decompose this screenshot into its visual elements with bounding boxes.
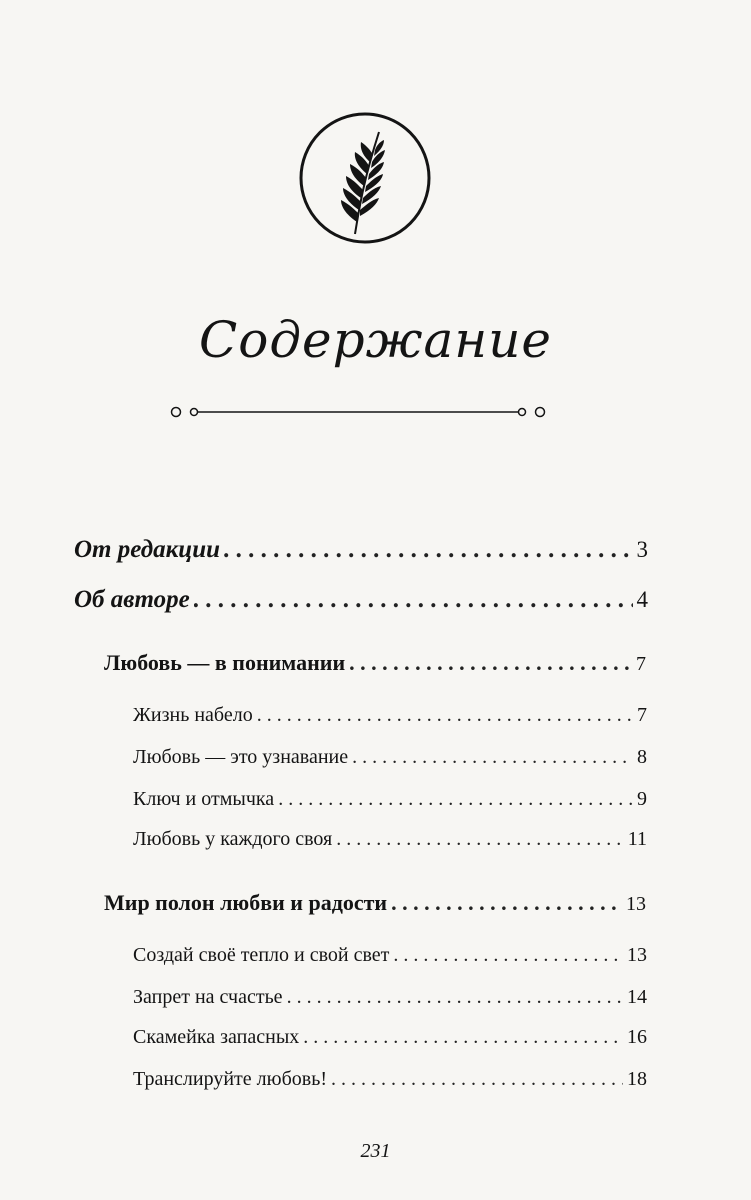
toc-entry bbox=[133, 828, 647, 851]
toc-entry bbox=[74, 536, 648, 564]
toc-entry-label: Жизнь набело bbox=[133, 704, 253, 726]
dot-leader bbox=[349, 650, 632, 676]
page-title: Содержание bbox=[198, 311, 553, 369]
page-number: 231 bbox=[360, 1140, 391, 1162]
toc-entry-label: Создай своё тепло и свой свет bbox=[133, 944, 390, 966]
toc-entry-label: Любовь у каждого своя bbox=[133, 828, 333, 850]
dot-leader bbox=[391, 890, 622, 916]
dot-leader bbox=[278, 788, 633, 811]
toc-entry-page: 8 bbox=[637, 746, 647, 768]
dot-leader bbox=[331, 1068, 623, 1091]
toc-entry bbox=[133, 704, 647, 727]
toc-entry-page: 11 bbox=[627, 828, 647, 850]
toc-entry-label: Ключ и отмычка bbox=[133, 788, 275, 810]
toc-entry bbox=[133, 746, 647, 769]
toc-entry-page: 13 bbox=[626, 893, 646, 915]
dot-leader bbox=[303, 1026, 623, 1049]
toc-entry bbox=[74, 586, 648, 614]
dot-leader bbox=[224, 536, 632, 564]
dot-leader bbox=[393, 944, 623, 967]
toc-entry-label: Об авторе bbox=[74, 586, 190, 613]
toc-entry-page: 18 bbox=[627, 1068, 647, 1090]
toc-entry-label: Любовь — это узнавание bbox=[133, 746, 349, 768]
toc-entry-page: 4 bbox=[636, 587, 648, 612]
toc-entry-page: 3 bbox=[636, 537, 648, 562]
dot-leader bbox=[352, 746, 633, 769]
toc-entry bbox=[133, 788, 647, 811]
toc-entry bbox=[104, 650, 646, 676]
dot-leader bbox=[336, 828, 623, 851]
toc-entry-label: Мир полон любви и радости bbox=[104, 890, 388, 915]
dot-leader bbox=[257, 704, 633, 727]
toc-entry-page: 14 bbox=[627, 986, 647, 1008]
toc-entry bbox=[133, 986, 647, 1009]
toc-entry-label: Запрет на счастье bbox=[133, 986, 283, 1008]
toc-entry-page: 16 bbox=[627, 1026, 647, 1048]
dot-leader bbox=[287, 986, 623, 1009]
toc-entry-label: Любовь — в понимании bbox=[104, 650, 346, 675]
toc-entry bbox=[133, 1068, 647, 1091]
toc-entry bbox=[133, 944, 647, 967]
toc-entry bbox=[133, 1026, 647, 1049]
toc-entry-label: Транслируйте любовь! bbox=[133, 1068, 327, 1090]
toc-entry-page: 13 bbox=[627, 944, 647, 966]
toc-entry bbox=[104, 890, 646, 916]
toc-entry-page: 9 bbox=[637, 788, 647, 810]
toc-entry-page: 7 bbox=[636, 653, 646, 675]
toc-entry-page: 7 bbox=[637, 704, 647, 726]
dot-leader bbox=[194, 586, 633, 614]
toc-entry-label: От редакции bbox=[74, 536, 221, 563]
toc-entry-label: Скамейка запасных bbox=[133, 1026, 300, 1048]
